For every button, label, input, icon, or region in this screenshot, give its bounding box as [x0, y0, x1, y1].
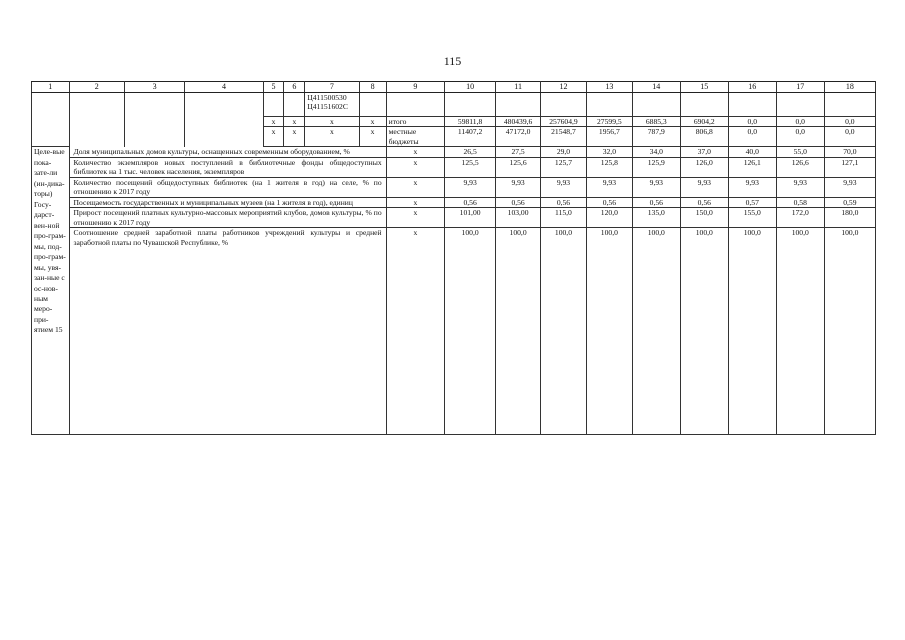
- finance-value: 787,9: [632, 127, 680, 147]
- indicator-row: [32, 157, 876, 177]
- indicator-value: 126,0: [680, 157, 728, 177]
- page-number: 115: [443, 54, 462, 68]
- indicator-c9: x: [386, 197, 444, 207]
- indicator-value: 9,93: [728, 177, 776, 197]
- indicator-value: 125,5: [445, 157, 496, 177]
- finance-value: 47172,0: [496, 127, 541, 147]
- code-row: [32, 93, 876, 117]
- finance-value: 0,0: [824, 127, 875, 147]
- code-cell: [305, 93, 359, 117]
- indicator-value: 9,93: [776, 177, 824, 197]
- finance-value: 6904,2: [680, 117, 728, 127]
- indicator-value: 125,9: [632, 157, 680, 177]
- col6-cell: [284, 93, 305, 117]
- header-col-5: 5: [263, 82, 284, 93]
- indicator-row: [32, 197, 876, 207]
- indicator-value: 126,1: [728, 157, 776, 177]
- finance-value: 21548,7: [541, 127, 587, 147]
- indicator-value: 180,0: [824, 208, 875, 228]
- header-col-4: 4: [185, 82, 263, 93]
- finance-value: 11407,2: [445, 127, 496, 147]
- indicator-value: 29,0: [541, 147, 587, 157]
- indicator-name: Посещаемость государственных и муниципальных музеев (на 1 жителя в год), единиц: [69, 197, 386, 207]
- indicator-value: 34,0: [632, 147, 680, 157]
- indicator-value: 26,5: [445, 147, 496, 157]
- indicator-value: 55,0: [776, 147, 824, 157]
- header-col-2: 2: [69, 82, 124, 93]
- indicator-value: 70,0: [824, 147, 875, 157]
- indicator-value: 135,0: [632, 208, 680, 228]
- col2-cell: [69, 93, 124, 147]
- finance-value: 0,0: [776, 127, 824, 147]
- indicator-value: 125,7: [541, 157, 587, 177]
- indicator-value: 0,56: [586, 197, 632, 207]
- indicator-value: 100,0: [680, 228, 728, 435]
- indicator-value: 9,93: [824, 177, 875, 197]
- indicator-value: 101,00: [445, 208, 496, 228]
- code-2: Ц41151602С: [307, 102, 348, 112]
- finance-c7: x: [305, 117, 359, 127]
- finance-c6: x: [284, 127, 305, 147]
- indicator-value: 120,0: [586, 208, 632, 228]
- finance-value: 0,0: [776, 117, 824, 127]
- header-col-6: 6: [284, 82, 305, 93]
- indicator-value: 125,8: [586, 157, 632, 177]
- finance-c6: x: [284, 117, 305, 127]
- header-col-1: 1: [32, 82, 70, 93]
- finance-value: 0,0: [824, 117, 875, 127]
- header-col-14: 14: [632, 82, 680, 93]
- indicators-label: Целе-вые пока-зате-ли (ин-дика-торы) Госу-дарст-вен-ной про-грам-мы, под-про-грам-мы, увя-зан-ные с ос-нов-ным меро-при-ятием 15: [32, 147, 70, 435]
- finance-value: 257604,9: [541, 117, 587, 127]
- indicator-value: 100,0: [496, 228, 541, 435]
- indicator-row: [32, 228, 876, 435]
- header-col-12: 12: [541, 82, 587, 93]
- header-col-11: 11: [496, 82, 541, 93]
- indicator-value: 100,0: [824, 228, 875, 435]
- finance-value: 27599,5: [586, 117, 632, 127]
- header-col-8: 8: [359, 82, 386, 93]
- col8-cell: [359, 93, 386, 117]
- indicator-value: 27,5: [496, 147, 541, 157]
- indicator-value: 172,0: [776, 208, 824, 228]
- header-col-3: 3: [124, 82, 185, 93]
- indicator-value: 0,57: [728, 197, 776, 207]
- header-col-16: 16: [728, 82, 776, 93]
- indicator-value: 100,0: [586, 228, 632, 435]
- indicator-value: 155,0: [728, 208, 776, 228]
- indicator-value: 0,56: [632, 197, 680, 207]
- finance-value: 806,8: [680, 127, 728, 147]
- header-row: [32, 82, 876, 93]
- indicator-value: 0,58: [776, 197, 824, 207]
- indicator-row: [32, 147, 876, 157]
- indicator-value: 0,56: [541, 197, 587, 207]
- indicator-value: 9,93: [445, 177, 496, 197]
- col4-cell: [185, 93, 263, 147]
- indicator-name: Прирост посещений платных культурно-массовых мероприятий клубов, домов культуры, % по отношению к 2017 году: [69, 208, 386, 228]
- header-col-17: 17: [776, 82, 824, 93]
- indicator-value: 150,0: [680, 208, 728, 228]
- col3-cell: [124, 93, 185, 147]
- indicator-value: 9,93: [496, 177, 541, 197]
- finance-c5: x: [263, 127, 284, 147]
- indicator-value: 115,0: [541, 208, 587, 228]
- indicator-value: 126,6: [776, 157, 824, 177]
- program-table: [31, 81, 876, 435]
- header-col-13: 13: [586, 82, 632, 93]
- finance-source: местные бюджеты: [386, 127, 444, 147]
- finance-c8: x: [359, 117, 386, 127]
- indicator-value: 0,59: [824, 197, 875, 207]
- indicator-value: 127,1: [824, 157, 875, 177]
- finance-c8: x: [359, 127, 386, 147]
- indicator-c9: x: [386, 208, 444, 228]
- indicator-c9: x: [386, 177, 444, 197]
- indicator-value: 0,56: [496, 197, 541, 207]
- indicator-row: [32, 177, 876, 197]
- indicator-value: 103,00: [496, 208, 541, 228]
- indicator-value: 0,56: [445, 197, 496, 207]
- indicator-row: [32, 208, 876, 228]
- indicator-value: 125,6: [496, 157, 541, 177]
- col1-cell: [32, 93, 70, 147]
- indicator-name: Количество экземпляров новых поступлений в библиотечные фонды общедоступных библиотек на 1 тыс. человек населения, экземпляров: [69, 157, 386, 177]
- indicator-value: 100,0: [776, 228, 824, 435]
- indicator-value: 9,93: [541, 177, 587, 197]
- header-col-15: 15: [680, 82, 728, 93]
- code-1: Ц411500530: [307, 93, 347, 102]
- finance-c5: x: [263, 117, 284, 127]
- indicator-value: 40,0: [728, 147, 776, 157]
- indicator-name: Доля муниципальных домов культуры, оснащенных современным оборудованием, %: [69, 147, 386, 157]
- header-col-7: 7: [305, 82, 359, 93]
- col5-cell: [263, 93, 284, 117]
- finance-value: 1956,7: [586, 127, 632, 147]
- finance-value: 0,0: [728, 117, 776, 127]
- finance-source: итого: [386, 117, 444, 127]
- indicator-value: 100,0: [728, 228, 776, 435]
- indicator-value: 32,0: [586, 147, 632, 157]
- indicator-c9: x: [386, 228, 444, 435]
- indicator-name: Соотношение средней заработной платы работников учреждений культуры и средней заработной платы по Чувашской Республике, %: [69, 228, 386, 435]
- indicator-c9: x: [386, 147, 444, 157]
- col9-cell: [386, 93, 444, 117]
- finance-value: 480439,6: [496, 117, 541, 127]
- indicator-value: 9,93: [680, 177, 728, 197]
- header-col-18: 18: [824, 82, 875, 93]
- indicator-value: 9,93: [586, 177, 632, 197]
- indicator-c9: x: [386, 157, 444, 177]
- indicator-value: 37,0: [680, 147, 728, 157]
- indicator-name: Количество посещений общедоступных библиотек (на 1 жителя в год) на селе, % по отношению к 2017 году: [69, 177, 386, 197]
- indicator-value: 100,0: [632, 228, 680, 435]
- finance-value: 0,0: [728, 127, 776, 147]
- finance-c7: x: [305, 127, 359, 147]
- finance-value: 6885,3: [632, 117, 680, 127]
- indicator-value: 100,0: [445, 228, 496, 435]
- indicator-value: 9,93: [632, 177, 680, 197]
- indicator-value: 0,56: [680, 197, 728, 207]
- indicator-value: 100,0: [541, 228, 587, 435]
- header-col-10: 10: [445, 82, 496, 93]
- finance-value: 59811,8: [445, 117, 496, 127]
- header-col-9: 9: [386, 82, 444, 93]
